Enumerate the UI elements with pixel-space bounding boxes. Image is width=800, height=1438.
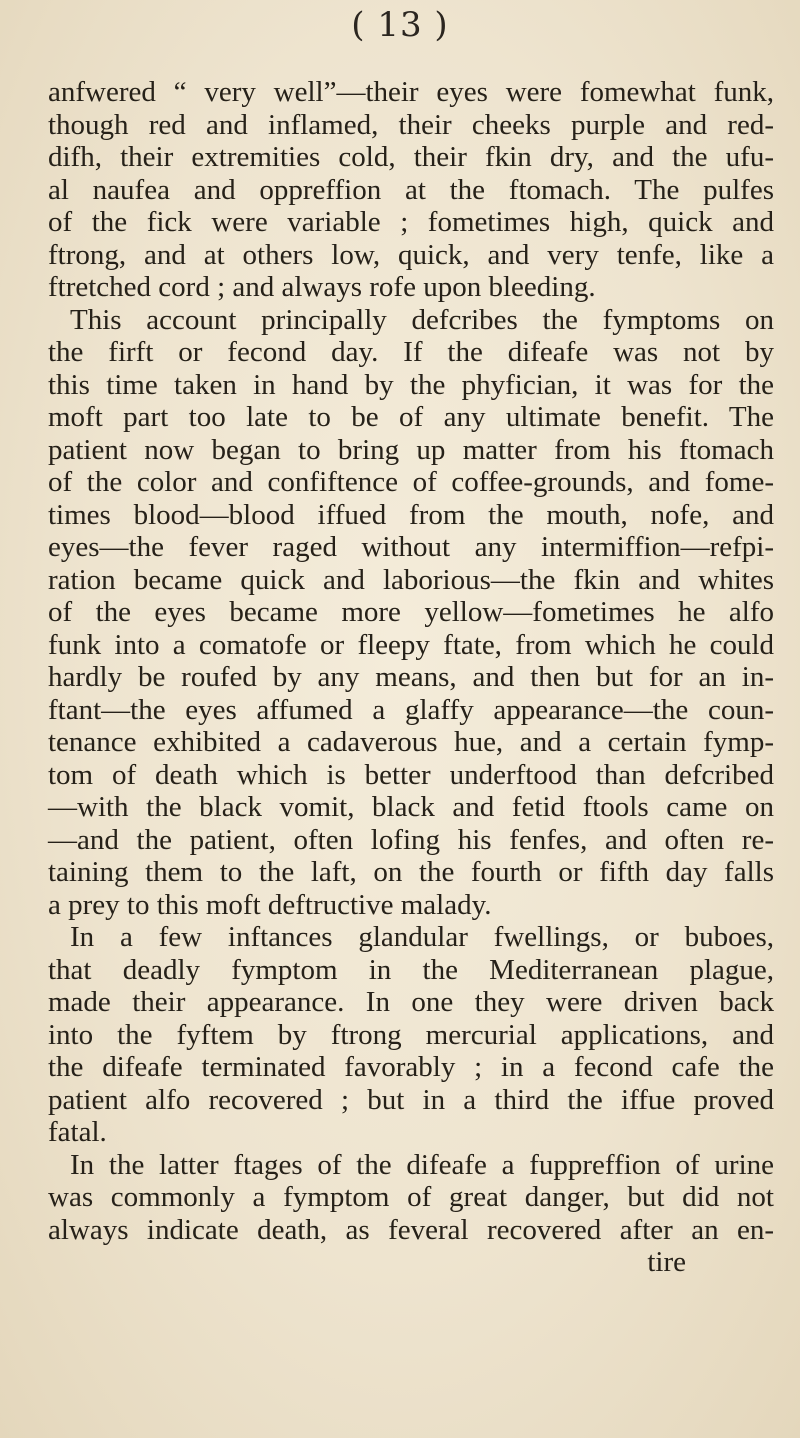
text-line: of the fick were variable ; fometimes high, quick and <box>48 206 774 238</box>
text-line: In the latter ftages of the difeafe a fuppreffion of urine <box>70 1148 774 1181</box>
text-line: ftrong, and at others low, quick, and very tenfe, like a <box>48 238 774 271</box>
text-line: moft part too late to be of any ultimate benefit. The <box>48 401 774 433</box>
text-line: times blood—blood iffued from the mouth, nofe, and <box>48 498 774 531</box>
text-line: hardly be roufed by any means, and then but for an in- <box>48 661 774 693</box>
text-line: always indicate death, as feveral recovered after an en- <box>48 1213 774 1246</box>
text-line: fatal. <box>48 1116 107 1148</box>
text-line: ration became quick and laborious—the fkin and whites <box>48 563 774 596</box>
text-line: tom of death which is better underftood than defcribed <box>48 758 774 791</box>
text-line: made their appearance. In one they were driven back <box>48 986 774 1018</box>
text-line: al naufea and oppreffion at the ftomach. The pulfes <box>48 173 774 206</box>
text-line: tenance exhibited a cadaverous hue, and a certain fymp- <box>48 726 774 758</box>
text-line: of the color and confiftence of coffee-grounds, and fome- <box>48 466 774 498</box>
text-line: —and the patient, often lofing his fenfes, and often re- <box>48 823 774 856</box>
text-line: the difeafe terminated favorably ; in a fecond cafe the <box>48 1051 774 1083</box>
text-line: a prey to this moft deftructive malady. <box>48 888 492 921</box>
body-text <box>48 76 774 1279</box>
text-line: was commonly a fymptom of great danger, but did not <box>48 1181 774 1213</box>
text-line: this time taken in hand by the phyfician, it was for the <box>48 368 774 401</box>
text-line: of the eyes became more yellow—fometimes he alfo <box>48 596 774 628</box>
text-line: though red and inflamed, their cheeks purple and red- <box>48 108 774 141</box>
text-line: difh, their extremities cold, their fkin dry, and the ufu- <box>48 141 774 173</box>
text-line: taining them to the laft, on the fourth or fifth day falls <box>48 856 774 888</box>
text-line: ftant—the eyes affumed a glaffy appearance—the coun- <box>48 693 774 726</box>
page-number: ( 13 ) <box>351 5 449 45</box>
text-line: anfwered “ very well”—their eyes were fomewhat funk, <box>48 76 774 108</box>
text-line: patient now began to bring up matter from his ftomach <box>48 433 774 466</box>
text-line: ftretched cord ; and always rofe upon bleeding. <box>48 271 596 303</box>
text-line: This account principally defcribes the fymptoms on <box>70 303 774 336</box>
text-line: eyes—the fever raged without any intermiffion—refpi- <box>48 531 774 563</box>
text-line: —with the black vomit, black and fetid ftools came on <box>48 791 774 823</box>
text-line: In a few inftances glandular fwellings, or buboes, <box>70 921 774 953</box>
text-line: patient alfo recovered ; but in a third the iffue proved <box>48 1083 774 1116</box>
text-line: the firft or fecond day. If the difeafe was not by <box>48 336 774 368</box>
text-line: funk into a comatofe or fleepy ftate, from which he could <box>48 628 774 661</box>
text-line: that deadly fymptom in the Mediterranean plague, <box>48 953 774 986</box>
text-line: into the fyftem by ftrong mercurial applications, and <box>48 1018 774 1051</box>
text-line: tire <box>647 1246 686 1278</box>
